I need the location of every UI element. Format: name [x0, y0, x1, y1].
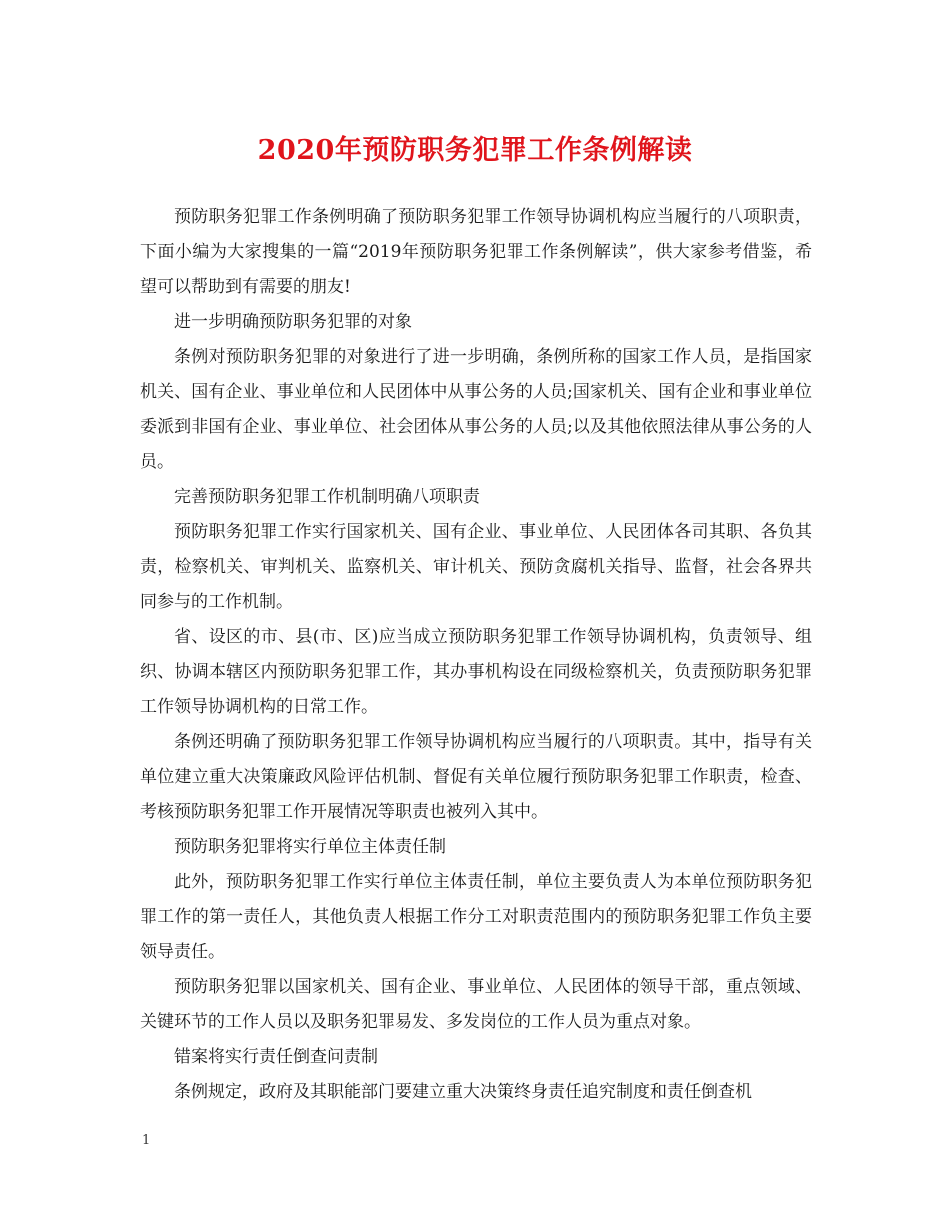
paragraph: 省、设区的市、县(市、区)应当成立预防职务犯罪工作领导协调机构，负责领导、组织、协调本辖区内预防职务犯罪工作，其办事机构设在同级检察机关，负责预防职务犯罪工作领导协调机构的日常工作。	[140, 627, 812, 717]
paragraph: 预防职务犯罪以国家机关、国有企业、事业单位、人民团体的领导干部，重点领域、关键环节的工作人员以及职务犯罪易发、多发岗位的工作人员为重点对象。	[140, 977, 812, 1032]
paragraph: 此外，预防职务犯罪工作实行单位主体责任制，单位主要负责人为本单位预防职务犯罪工作的第一责任人，其他负责人根据工作分工对职责范围内的预防职务犯罪工作负主要领导责任。	[140, 872, 812, 962]
paragraph: 预防职务犯罪工作实行国家机关、国有企业、事业单位、人民团体各司其职、各负其责，检察机关、审判机关、监察机关、审计机关、预防贪腐机关指导、监督，社会各界共同参与的工作机制。	[140, 522, 812, 612]
section-heading: 进一步明确预防职务犯罪的对象	[174, 312, 412, 332]
paragraph: 条例规定，政府及其职能部门要建立重大决策终身责任追究制度和责任倒查机	[174, 1082, 752, 1102]
paragraph: 条例对预防职务犯罪的对象进行了进一步明确，条例所称的国家工作人员，是指国家机关、国有企业、事业单位和人民团体中从事公务的人员;国家机关、国有企业和事业单位委派到非国有企业、事业单位、社会团体从事公务的人员;以及其他依照法律从事公务的人员。	[140, 347, 812, 472]
document-body	[140, 200, 812, 1110]
paragraph: 条例还明确了预防职务犯罪工作领导协调机构应当履行的八项职责。其中，指导有关单位建立重大决策廉政风险评估机制、督促有关单位履行预防职务犯罪工作职责，检查、考核预防职务犯罪工作开展情况等职责也被列入其中。	[140, 732, 812, 822]
section-heading: 错案将实行责任倒查问责制	[174, 1047, 378, 1067]
section-heading: 预防职务犯罪将实行单位主体责任制	[174, 837, 446, 857]
document-title: 2020年预防职务犯罪工作条例解读	[257, 135, 693, 166]
paragraph-intro: 预防职务犯罪工作条例明确了预防职务犯罪工作领导协调机构应当履行的八项职责，下面小编为大家搜集的一篇“2019年预防职务犯罪工作条例解读”，供大家参考借鉴，希望可以帮助到有需要的朋友!	[140, 207, 812, 297]
page-number: 1	[142, 1133, 151, 1148]
section-heading: 完善预防职务犯罪工作机制明确八项职责	[174, 487, 480, 507]
